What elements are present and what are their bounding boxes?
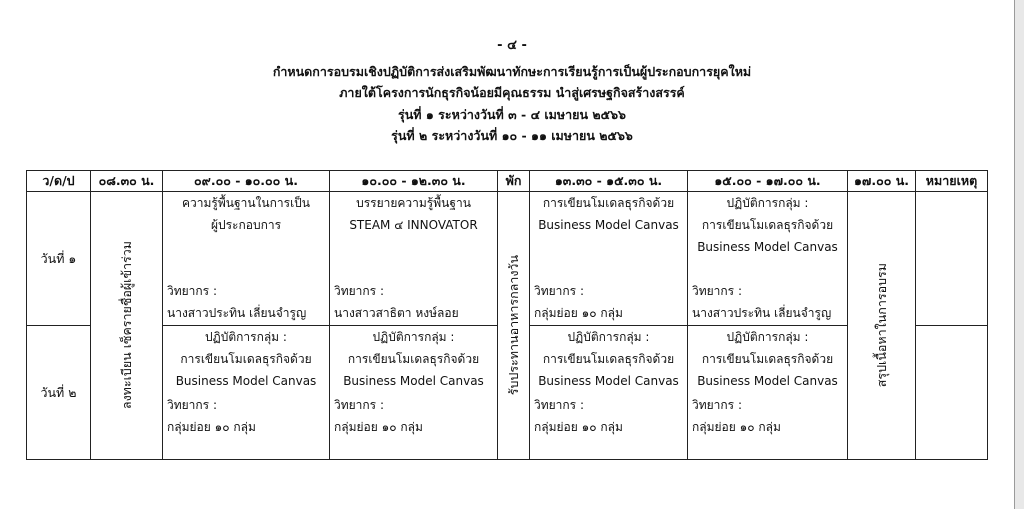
cell-line: ปฏิบัติการกลุ่ม : <box>726 330 809 344</box>
header-0830: ๐๘.๓๐ น. <box>91 171 163 192</box>
speaker-label: วิทยากร : <box>534 398 584 412</box>
day1-session-0900 <box>163 192 330 326</box>
day2-session-1330 <box>530 326 688 460</box>
speaker-name: นางสาวประทิน เลี่ยนจำรูญ <box>167 306 307 320</box>
cell-line: Business Model Canvas <box>538 374 679 388</box>
lunch-text: รับประทานอาหารกลางวัน <box>505 255 521 396</box>
speaker-name: นางสาวสาธิตา หงษ์ลอย <box>334 306 459 320</box>
day1-session-1000 <box>330 192 498 326</box>
speaker-label: วิทยากร : <box>692 284 742 298</box>
header-1700: ๑๗.๐๐ น. <box>848 171 916 192</box>
speaker-name: กลุ่มย่อย ๑๐ กลุ่ม <box>534 420 623 434</box>
cell-line: ผู้ประกอบการ <box>210 218 282 232</box>
cell-line: การเขียนโมเดลธุรกิจด้วย <box>347 352 480 366</box>
day2-session-0900 <box>163 326 330 460</box>
speaker-label: วิทยากร : <box>167 398 217 412</box>
cell-line: บรรยายความรู้พื้นฐาน <box>356 196 471 210</box>
title-line-4: รุ่นที่ ๒ ระหว่างวันที่ ๑๐ - ๑๑ เมษายน ๒๕๖๖ <box>391 128 633 143</box>
cell-line: การเขียนโมเดลธุรกิจด้วย <box>542 352 675 366</box>
day2-session-1500 <box>688 326 848 460</box>
cell-line: การเขียนโมเดลธุรกิจด้วย <box>180 352 312 366</box>
cell-line: ปฏิบัติการกลุ่ม : <box>726 196 809 210</box>
registration-text: ลงทะเบียน เซ็ครายชื่อผู้เข้าร่วม <box>118 241 134 410</box>
page-number: - ๔ - <box>497 38 527 53</box>
speaker-label: วิทยากร : <box>692 398 742 412</box>
header-1500: ๑๕.๐๐ - ๑๗.๐๐ น. <box>688 171 848 192</box>
cell-line: การเขียนโมเดลธุรกิจด้วย <box>542 196 675 210</box>
speaker-label: วิทยากร : <box>334 398 384 412</box>
summary-cell <box>848 192 916 460</box>
summary-text: สรุปเนื้อหาในการอบรม <box>873 263 889 388</box>
header-1000: ๑๐.๐๐ - ๑๒.๓๐ น. <box>330 171 498 192</box>
cell-line: ปฏิบัติการกลุ่ม : <box>567 330 650 344</box>
cell-line: การเขียนโมเดลธุรกิจด้วย <box>701 352 834 366</box>
day2-label: วันที่ ๒ <box>27 326 91 460</box>
title-line-2: ภายใต้โครงการนักธุรกิจน้อยมีคุณธรรม นำสู่เศรษฐกิจสร้างสรรค์ <box>339 85 685 100</box>
cell-line: Business Model Canvas <box>697 374 838 388</box>
header-break: พัก <box>498 171 530 192</box>
schedule-table <box>26 170 988 460</box>
cell-line: Business Model Canvas <box>343 374 484 388</box>
speaker-label: วิทยากร : <box>334 284 384 298</box>
header-date: ว/ด/ป <box>27 171 91 192</box>
cell-line: การเขียนโมเดลธุรกิจด้วย <box>701 218 834 232</box>
cell-line: Business Model Canvas <box>175 374 317 388</box>
cell-line: Business Model Canvas <box>538 218 679 232</box>
speaker-name: กลุ่มย่อย ๑๐ กลุ่ม <box>692 420 781 434</box>
day2-remark <box>916 326 988 460</box>
speaker-name: กลุ่มย่อย ๑๐ กลุ่ม <box>167 420 256 434</box>
speaker-name: กลุ่มย่อย ๑๐ กลุ่ม <box>534 306 623 320</box>
day1-session-1500 <box>688 192 848 326</box>
header-remark: หมายเหตุ <box>916 171 988 192</box>
header-0900: ๐๙.๐๐ - ๑๐.๐๐ น. <box>163 171 330 192</box>
registration-cell <box>91 192 163 460</box>
header-1330: ๑๓.๓๐ - ๑๕.๓๐ น. <box>530 171 688 192</box>
table-row-day1 <box>27 192 988 326</box>
speaker-name: นางสาวประทิน เลี่ยนจำรูญ <box>692 306 832 320</box>
cell-line: Business Model Canvas <box>697 240 838 254</box>
cell-line: ความรู้พื้นฐานในการเป็น <box>182 196 310 210</box>
day1-remark <box>916 192 988 326</box>
header-row <box>27 171 988 192</box>
cell-line: STEAM ๔ INNOVATOR <box>349 218 478 232</box>
speaker-name: กลุ่มย่อย ๑๐ กลุ่ม <box>334 420 423 434</box>
day2-session-1000 <box>330 326 498 460</box>
cell-line: ปฏิบัติการกลุ่ม : <box>205 330 287 344</box>
title-line-3: รุ่นที่ ๑ ระหว่างวันที่ ๓ - ๔ เมษายน ๒๕๖๖ <box>398 107 626 122</box>
day1-session-1330 <box>530 192 688 326</box>
day1-label: วันที่ ๑ <box>27 192 91 326</box>
cell-line: ปฏิบัติการกลุ่ม : <box>372 330 455 344</box>
lunch-cell <box>498 192 530 460</box>
title-line-1: กำหนดการอบรมเชิงปฏิบัติการส่งเสริมพัฒนาทักษะการเรียนรู้การเป็นผู้ประกอบการยุคใหม่ <box>272 64 752 79</box>
speaker-label: วิทยากร : <box>534 284 584 298</box>
speaker-label: วิทยากร : <box>167 284 217 298</box>
